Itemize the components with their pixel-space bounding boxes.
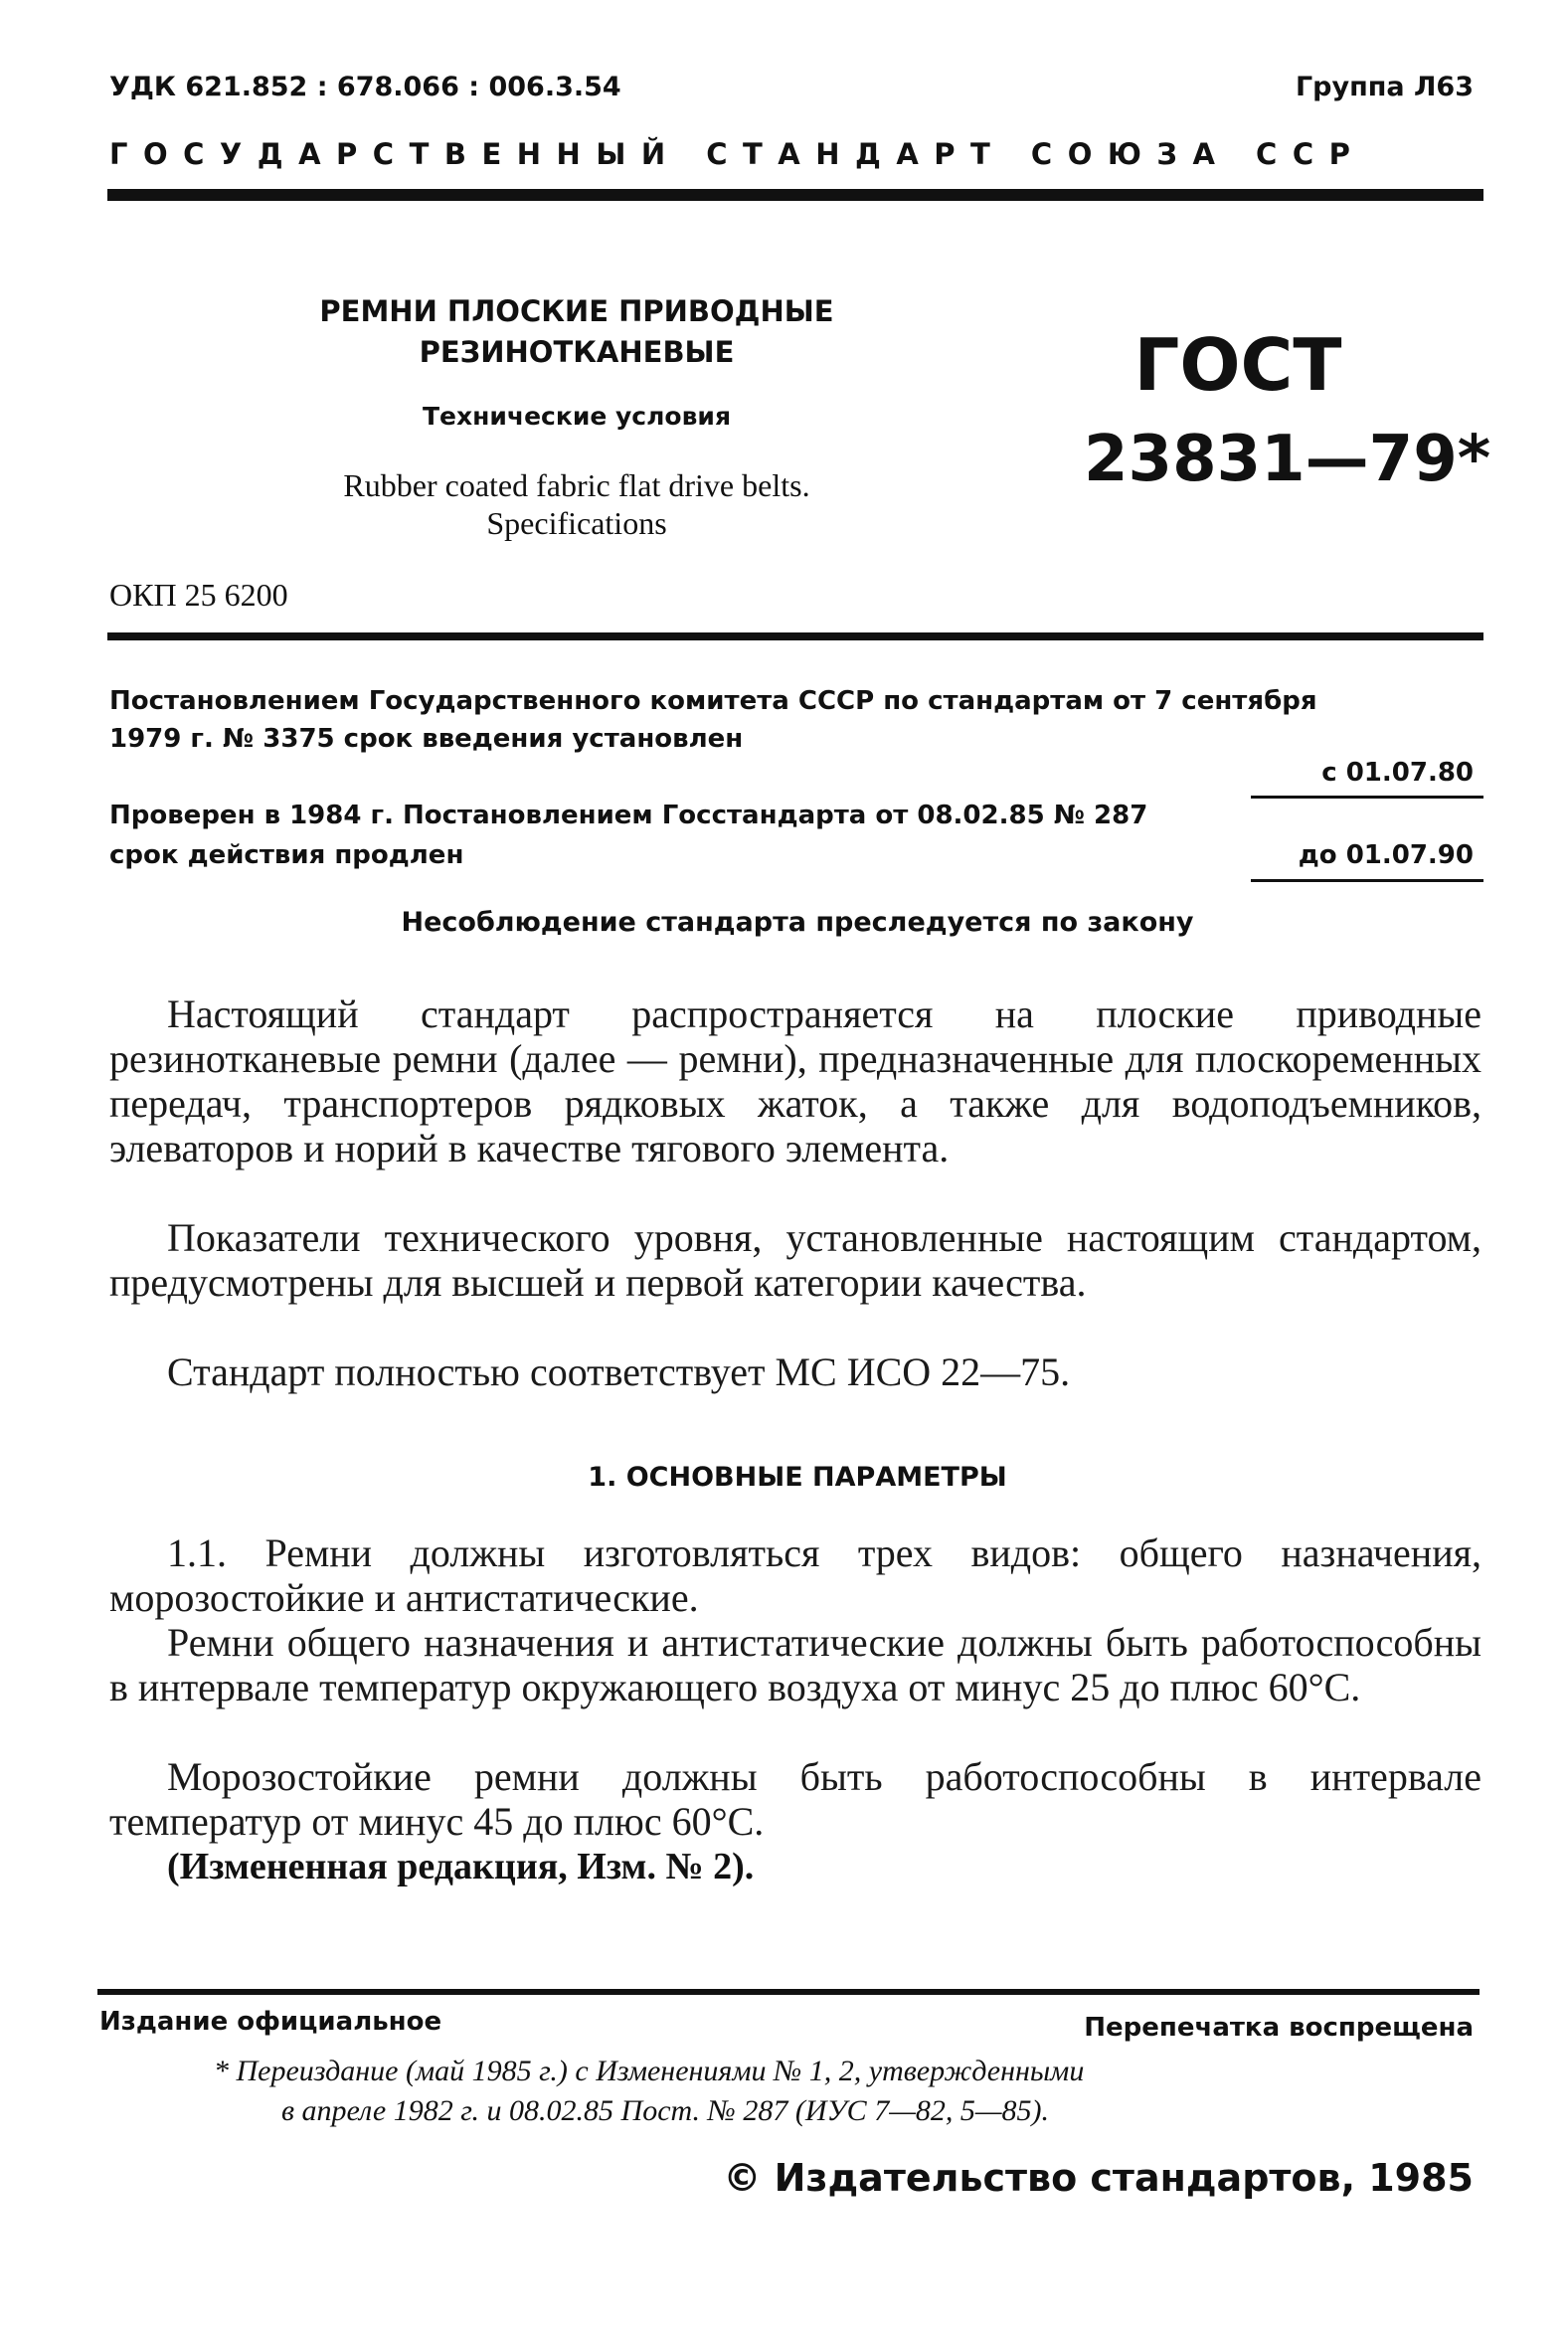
decree-line2: 1979 г. № 3375 срок введения установлен bbox=[109, 724, 744, 754]
okp-code: ОКП 25 6200 bbox=[109, 577, 288, 613]
title-subtitle: Технические условия bbox=[423, 402, 731, 431]
checked-line1: Проверен в 1984 г. Постановлением Госстандарта от 08.02.85 № 287 bbox=[109, 801, 1148, 830]
title-english2: Specifications bbox=[486, 505, 667, 541]
paragraph-technical-level-text: Показатели технического уровня, установленные настоящим стандартом, предусмотрены для высшей и первой категории качества. bbox=[109, 1215, 1481, 1305]
gost-label: ГОСТ bbox=[1133, 323, 1342, 407]
header-rule bbox=[107, 189, 1483, 201]
standard-line: ГОСУДАРСТВЕННЫЙ СТАНДАРТ СОЮЗА ССР bbox=[109, 137, 1366, 171]
title-line2: РЕЗИНОТКАНЕВЫЕ bbox=[419, 335, 735, 369]
group-code: Группа Л63 bbox=[1295, 72, 1474, 102]
copyright: © Издательство стандартов, 1985 bbox=[723, 2156, 1474, 2200]
paragraph-iso-text: Стандарт полностью соответствует МС ИСО 22—75. bbox=[167, 1349, 1071, 1394]
paragraph-frost-temp bbox=[109, 1754, 1481, 1844]
paragraph-iso bbox=[167, 1349, 1481, 1394]
checked-line2: срок действия продлен bbox=[109, 840, 464, 870]
reprint-prohibited: Перепечатка воспрещена bbox=[1084, 2013, 1474, 2043]
gost-number: 23831—79* bbox=[1084, 423, 1491, 496]
paragraph-scope bbox=[109, 991, 1481, 1170]
section-title: 1. ОСНОВНЫЕ ПАРАМЕТРЫ bbox=[588, 1462, 1007, 1493]
title-english1: Rubber coated fabric flat drive belts. bbox=[343, 467, 810, 503]
reissue-note-line2: в апреле 1982 г. и 08.02.85 Пост. № 287 (ИУС 7—82, 5—85). bbox=[281, 2094, 1050, 2127]
amendment-note: (Измененная редакция, Изм. № 2). bbox=[167, 1846, 755, 1887]
date-from-rule bbox=[1251, 796, 1483, 799]
decree-line1: Постановлением Государственного комитета СССР по стандартам от 7 сентября bbox=[109, 686, 1317, 716]
paragraph-general-temp bbox=[109, 1620, 1481, 1709]
paragraph-scope-text: Настоящий стандарт распространяется на плоские приводные резинотканевые ремни (далее — ремни), предназначенные для плоскоременных передач, транспортеров рядковых жаток, а также для водоподъемников, элеваторов и норий в качестве тягового элемента. bbox=[109, 991, 1481, 1170]
official-edition: Издание официальное bbox=[99, 2007, 442, 2037]
paragraph-technical-level bbox=[109, 1215, 1481, 1305]
date-from: с 01.07.80 bbox=[1321, 758, 1474, 788]
reissue-note-line1: * Переиздание (май 1985 г.) с Изменениями № 1, 2, утвержденными bbox=[214, 2055, 1085, 2087]
title-rule bbox=[107, 632, 1483, 640]
paragraph-general-temp-text: Ремни общего назначения и антистатические должны быть работоспособны в интервале температур окружающего воздуха от минус 25 до плюс 60°С. bbox=[109, 1620, 1481, 1709]
date-to-rule bbox=[1251, 879, 1483, 882]
paragraph-types bbox=[109, 1530, 1481, 1620]
footer-rule bbox=[97, 1989, 1480, 1995]
law-notice: Несоблюдение стандарта преследуется по закону bbox=[401, 907, 1194, 938]
paragraph-frost-temp-text: Морозостойкие ремни должны быть работоспособны в интервале температур от минус 45 до плюс 60°С. bbox=[109, 1754, 1481, 1844]
paragraph-types-text: 1.1. Ремни должны изготовляться трех видов: общего назначения, морозостойкие и антистатические. bbox=[109, 1530, 1481, 1620]
title-line1: РЕМНИ ПЛОСКИЕ ПРИВОДНЫЕ bbox=[319, 294, 834, 328]
udk-code: УДК 621.852 : 678.066 : 006.3.54 bbox=[109, 72, 621, 102]
date-to: до 01.07.90 bbox=[1298, 840, 1474, 870]
